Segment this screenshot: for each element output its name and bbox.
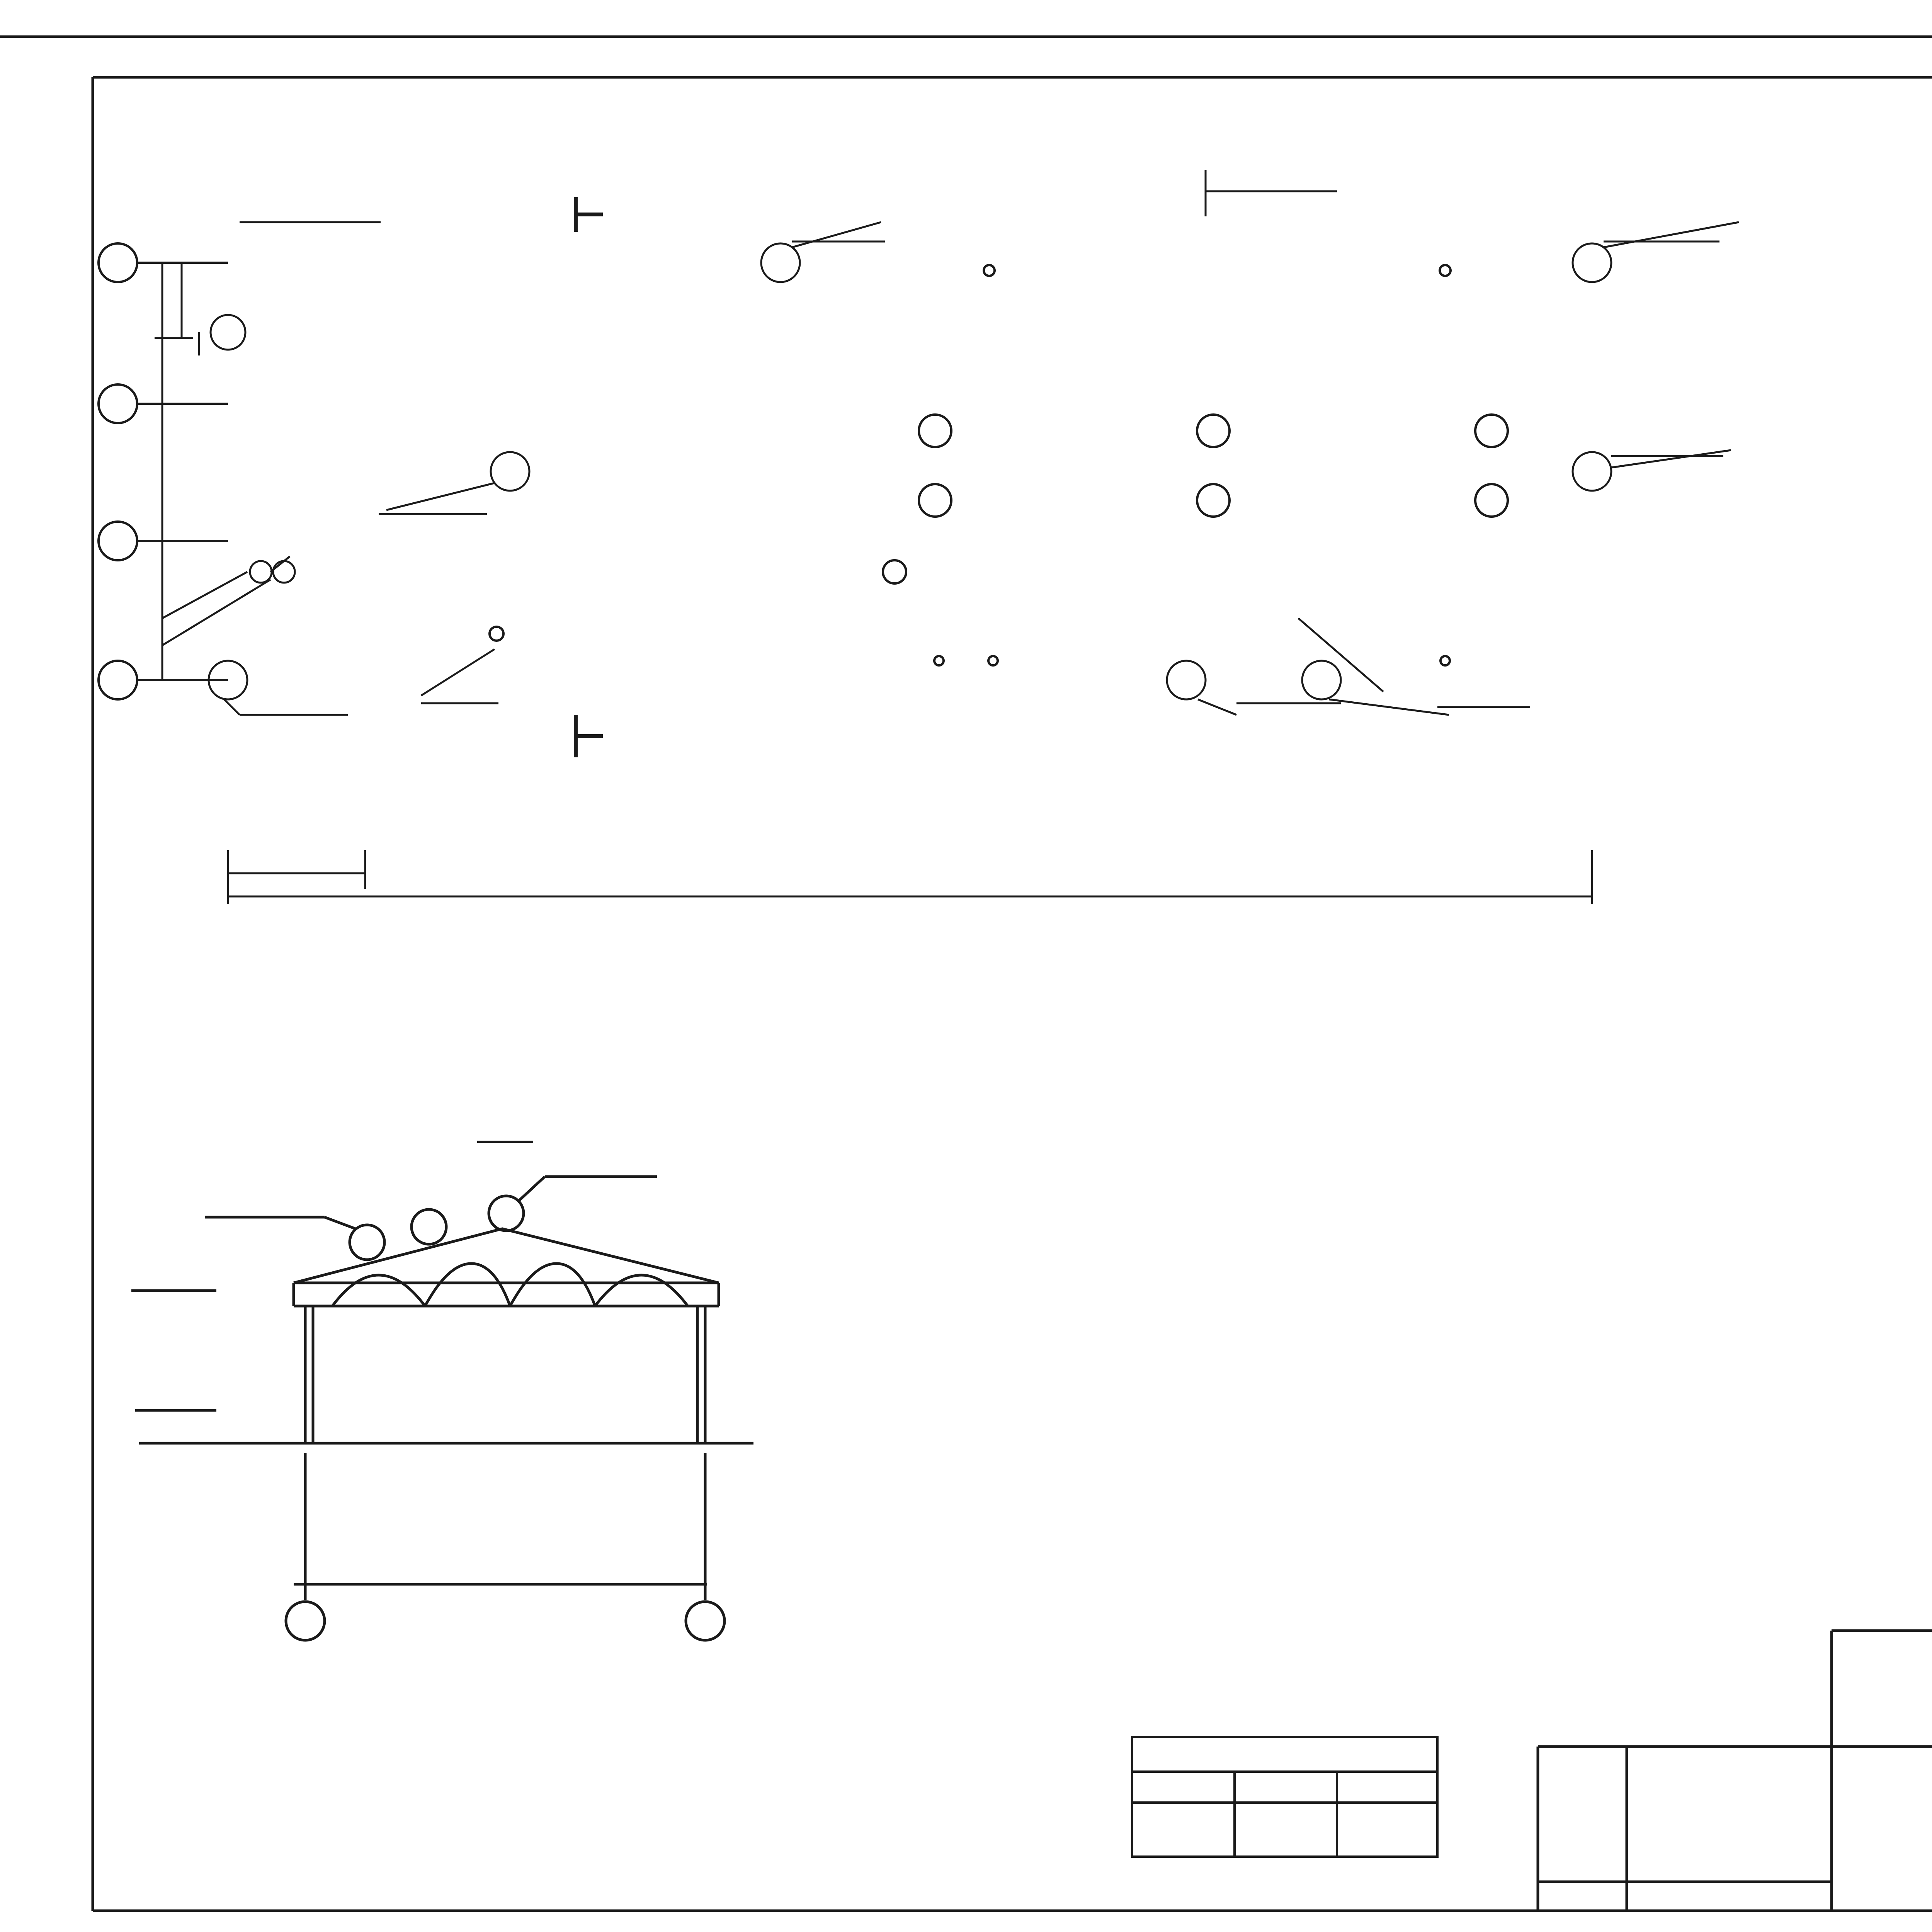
bottom-dimensions [228, 850, 1592, 904]
section-frame [131, 1177, 753, 1640]
glass-leaders [162, 556, 295, 645]
title-block [1538, 1631, 1932, 1911]
insulation-table [1132, 1737, 1437, 1857]
roof-plan [99, 170, 1739, 904]
plan-holes [490, 265, 1508, 665]
sheet-frame [0, 37, 1932, 1911]
ref-leaders [209, 222, 1739, 715]
section-view [131, 1142, 753, 1640]
section-cut-marks [576, 197, 603, 757]
